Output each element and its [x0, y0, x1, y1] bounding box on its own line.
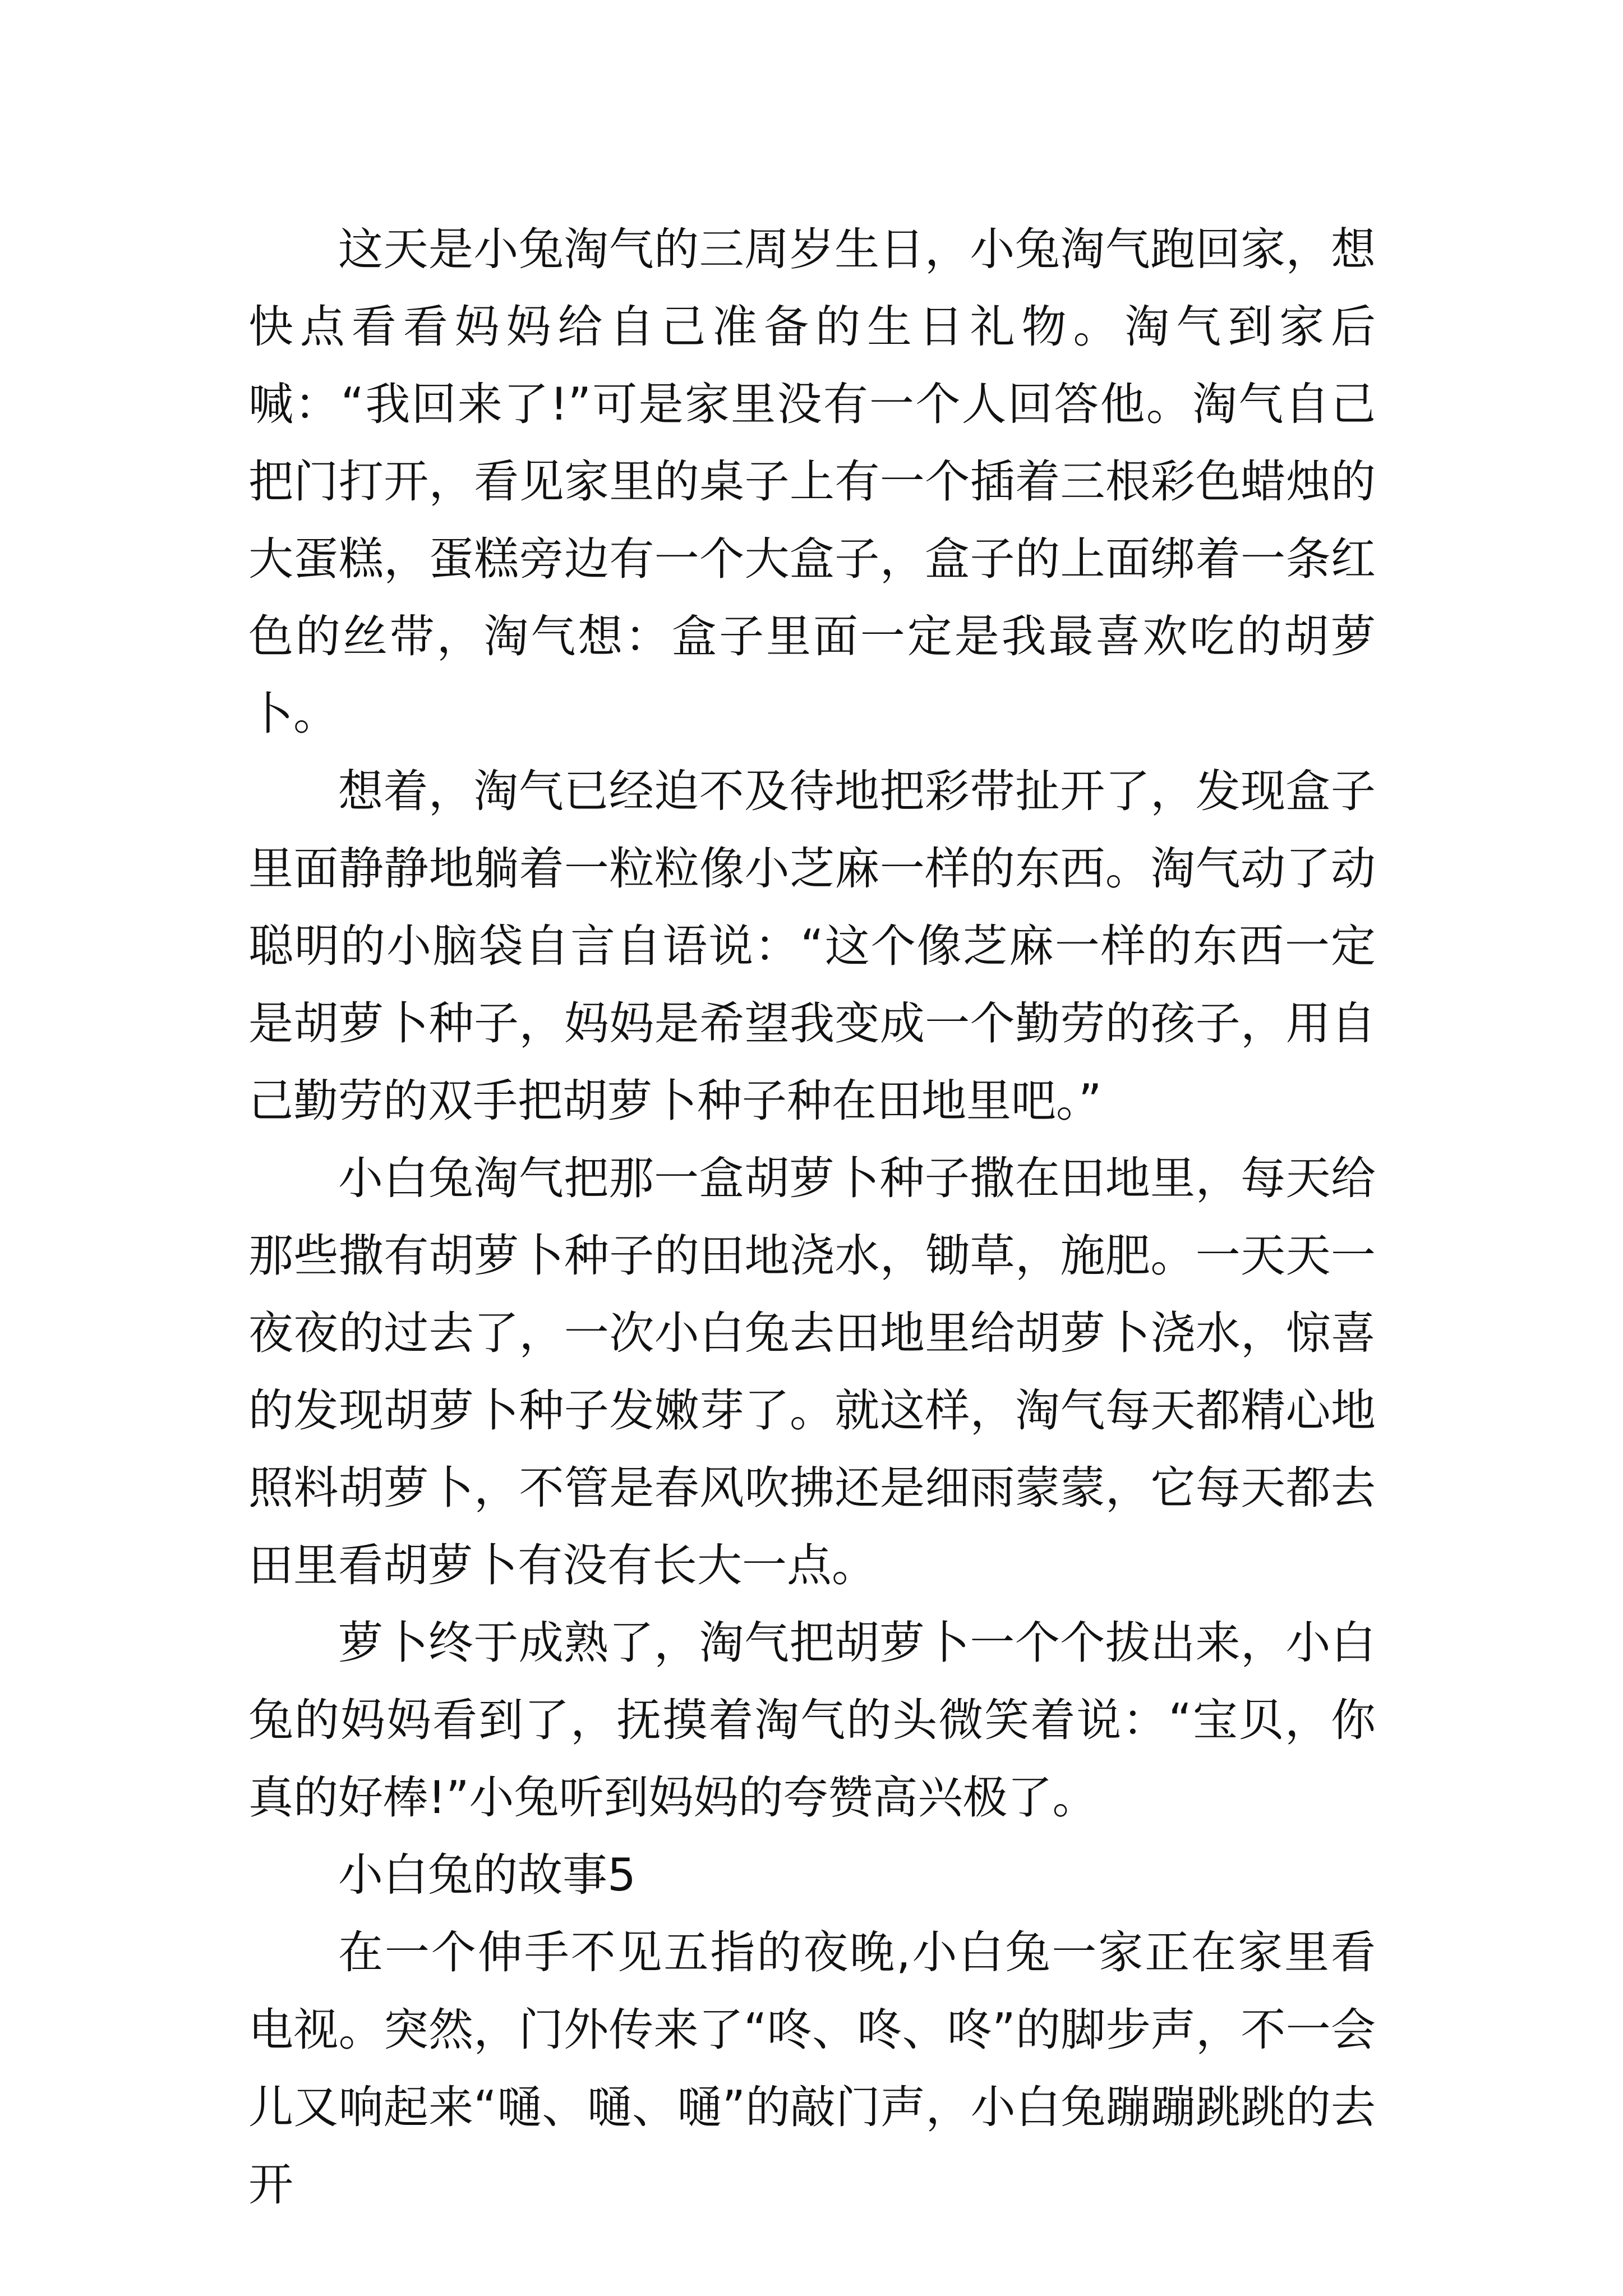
paragraph-1: 这天是小兔淘气的三周岁生日，小兔淘气跑回家，想快点看看妈妈给自己准备的生日礼物。淘气到家后喊：“我回来了!”可是家里没有一个人回答他。淘气自己把门打开，看见家里的桌子上有一个插着三根彩色蜡烛的大蛋糕，蛋糕旁边有一个大盒子，盒子的上面绑着一条红色的丝带，淘气想：盒子里面一定是我最喜欢吃的胡萝卜。	[248, 223, 1376, 740]
paragraph-4: 萝卜终于成熟了，淘气把胡萝卜一个个拔出来，小白兔的妈妈看到了，抚摸着淘气的头微笑着说：“宝贝，你真的好棒!”小兔听到妈妈的夸赞高兴极了。	[248, 1617, 1376, 1824]
document-body	[248, 211, 1376, 2224]
paragraph-5: 在一个伸手不见五指的夜晚,小白兔一家正在家里看电视。突然，门外传来了“咚、咚、咚”的脚步声，不一会儿又响起来“嗵、嗵、嗵”的敲门声，小白兔蹦蹦跳跳的去开	[248, 1926, 1376, 2211]
section-heading: 小白兔的故事5	[338, 1849, 636, 1901]
paragraph-3: 小白兔淘气把那一盒胡萝卜种子撒在田地里，每天给那些撒有胡萝卜种子的田地浇水，锄草，施肥。一天天一夜夜的过去了，一次小白兔去田地里给胡萝卜浇水，惊喜的发现胡萝卜种子发嫩芽了。就这样，淘气每天都精心地照料胡萝卜，不管是春风吹拂还是细雨蒙蒙，它每天都去田里看胡萝卜有没有长大一点。	[248, 1152, 1376, 1591]
paragraph-2: 想着，淘气已经迫不及待地把彩带扯开了，发现盒子里面静静地躺着一粒粒像小芝麻一样的东西。淘气动了动聪明的小脑袋自言自语说：“这个像芝麻一样的东西一定是胡萝卜种子，妈妈是希望我变成一个勤劳的孩子，用自己勤劳的双手把胡萝卜种子种在田地里吧。”	[248, 765, 1376, 1127]
